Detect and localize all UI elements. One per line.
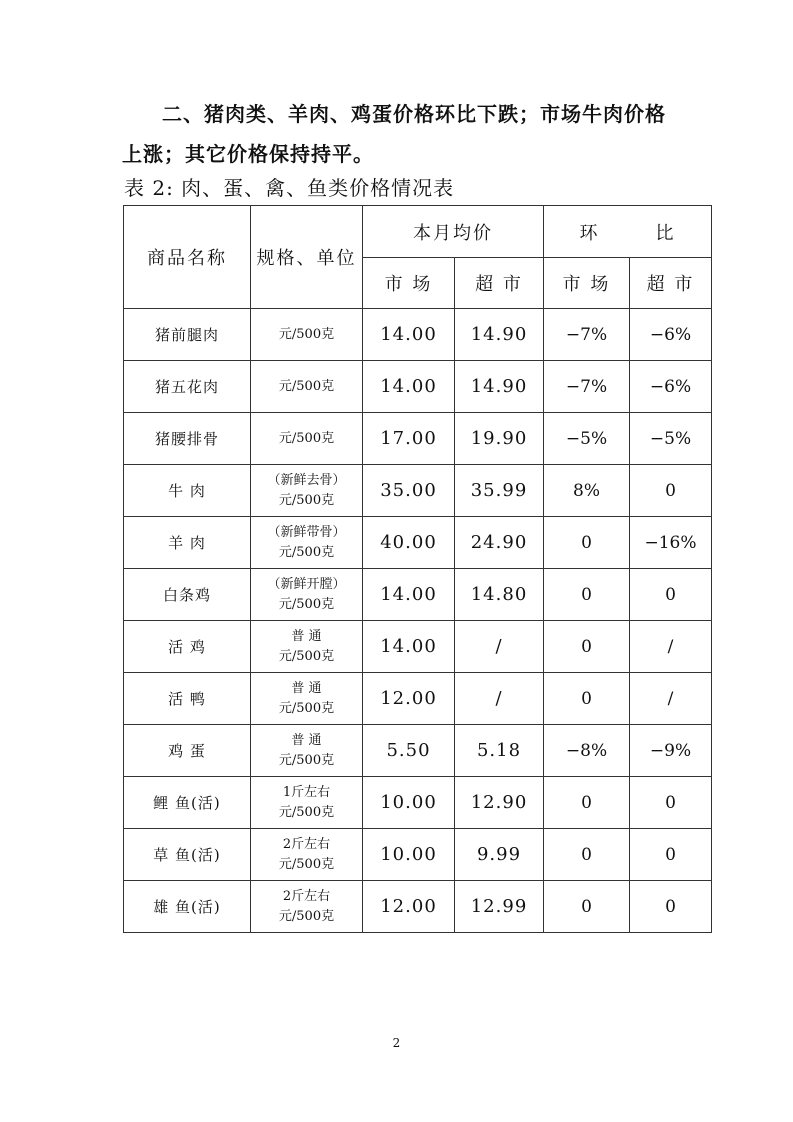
supermarket-price: 14.90 [455, 361, 544, 413]
market-price: 40.00 [363, 517, 455, 569]
header-market: 市 场 [363, 258, 455, 309]
product-name: 雄 鱼(活) [124, 881, 251, 933]
product-name: 鸡 蛋 [124, 725, 251, 777]
product-name: 白条鸡 [124, 569, 251, 621]
header-name: 商品名称 [124, 206, 251, 309]
mom-supermarket: 0 [630, 829, 712, 881]
spec-unit [251, 569, 363, 621]
spec-line-1: 元/500克 [278, 378, 335, 394]
mom-supermarket: −16% [630, 517, 712, 569]
spec-unit [251, 361, 363, 413]
mom-market: 0 [544, 621, 630, 673]
spec-line-2: 元/500克 [278, 596, 335, 612]
mom-market: 0 [544, 569, 630, 621]
supermarket-price: 12.99 [455, 881, 544, 933]
header-spec: 规格、单位 [251, 206, 363, 309]
supermarket-price: 35.99 [455, 465, 544, 517]
spec-line-1: 普 通 [291, 628, 322, 644]
spec-line-1: 2斤左右 [282, 836, 331, 852]
supermarket-price: 14.90 [455, 309, 544, 361]
mom-supermarket: −6% [630, 361, 712, 413]
spec-line-2: 元/500克 [278, 804, 335, 820]
supermarket-price: 14.80 [455, 569, 544, 621]
product-name: 猪五花肉 [124, 361, 251, 413]
header-supermarket: 超 市 [455, 258, 544, 309]
spec-unit [251, 517, 363, 569]
mom-supermarket: 0 [630, 881, 712, 933]
table-row [124, 673, 712, 725]
table-row [124, 517, 712, 569]
spec-line-1: （新鲜带骨） [267, 524, 346, 540]
supermarket-price: 9.99 [455, 829, 544, 881]
mom-supermarket: −9% [630, 725, 712, 777]
table-row [124, 829, 712, 881]
product-name: 活 鸡 [124, 621, 251, 673]
product-name: 猪前腿肉 [124, 309, 251, 361]
product-name: 鲤 鱼(活) [124, 777, 251, 829]
market-price: 14.00 [363, 309, 455, 361]
header-mom-supermarket: 超 市 [630, 258, 712, 309]
mom-supermarket: 0 [630, 569, 712, 621]
mom-market: −8% [544, 725, 630, 777]
spec-line-1: 1斤左右 [282, 784, 331, 800]
spec-unit [251, 881, 363, 933]
product-name: 活 鸭 [124, 673, 251, 725]
summary-paragraph: 二、猪肉类、羊肉、鸡蛋价格环比下跌；市场牛肉价格上涨；其它价格保持持平。 [122, 102, 666, 166]
spec-line-1: 普 通 [291, 680, 322, 696]
table-row [124, 309, 712, 361]
supermarket-price: / [455, 673, 544, 725]
spec-unit [251, 621, 363, 673]
table-row [124, 361, 712, 413]
table-row [124, 465, 712, 517]
spec-line-2: 元/500克 [278, 492, 335, 508]
supermarket-price: 12.90 [455, 777, 544, 829]
mom-market: 0 [544, 829, 630, 881]
table-row [124, 413, 712, 465]
market-price: 14.00 [363, 361, 455, 413]
header-mom-b: 比 [655, 222, 676, 244]
spec-unit [251, 309, 363, 361]
market-price: 14.00 [363, 621, 455, 673]
mom-supermarket: −5% [630, 413, 712, 465]
product-name: 牛 肉 [124, 465, 251, 517]
mom-supermarket: −6% [630, 309, 712, 361]
header-row-1 [124, 206, 712, 258]
product-name: 羊 肉 [124, 517, 251, 569]
spec-line-2: 元/500克 [278, 856, 335, 872]
spec-unit [251, 777, 363, 829]
spec-unit [251, 673, 363, 725]
product-name: 草 鱼(活) [124, 829, 251, 881]
mom-market: −5% [544, 413, 630, 465]
page-number: 2 [392, 1036, 401, 1050]
mom-market: 0 [544, 517, 630, 569]
spec-line-1: （新鲜去骨） [267, 472, 346, 488]
header-avg-price: 本月均价 [363, 206, 544, 258]
market-price: 12.00 [363, 673, 455, 725]
mom-market: 0 [544, 673, 630, 725]
header-mom-market: 市 场 [544, 258, 630, 309]
spec-unit [251, 829, 363, 881]
table-row [124, 725, 712, 777]
table-caption: 表 2: 肉、蛋、禽、鱼类价格情况表 [124, 176, 455, 200]
mom-supermarket: / [630, 673, 712, 725]
spec-line-2: 元/500克 [278, 648, 335, 664]
spec-line-2: 元/500克 [278, 908, 335, 924]
table-row [124, 621, 712, 673]
market-price: 5.50 [363, 725, 455, 777]
spec-unit [251, 725, 363, 777]
price-table [123, 205, 712, 933]
supermarket-price: 5.18 [455, 725, 544, 777]
spec-line-2: 元/500克 [278, 544, 335, 560]
mom-supermarket: 0 [630, 777, 712, 829]
spec-line-1: 2斤左右 [282, 888, 331, 904]
header-mom-a: 环 [579, 222, 600, 244]
supermarket-price: 19.90 [455, 413, 544, 465]
spec-unit [251, 465, 363, 517]
market-price: 10.00 [363, 777, 455, 829]
spec-line-1: 元/500克 [278, 430, 335, 446]
supermarket-price: 24.90 [455, 517, 544, 569]
market-price: 17.00 [363, 413, 455, 465]
market-price: 14.00 [363, 569, 455, 621]
mom-supermarket: / [630, 621, 712, 673]
spec-unit [251, 413, 363, 465]
market-price: 12.00 [363, 881, 455, 933]
table-row [124, 569, 712, 621]
spec-line-1: （新鲜开膛） [267, 576, 346, 592]
mom-market: 0 [544, 881, 630, 933]
spec-line-1: 元/500克 [278, 326, 335, 342]
market-price: 35.00 [363, 465, 455, 517]
supermarket-price: / [455, 621, 544, 673]
mom-market: 8% [544, 465, 630, 517]
spec-line-2: 元/500克 [278, 700, 335, 716]
spec-line-2: 元/500克 [278, 752, 335, 768]
table-row [124, 777, 712, 829]
table-body [124, 309, 712, 933]
market-price: 10.00 [363, 829, 455, 881]
mom-market: −7% [544, 361, 630, 413]
mom-supermarket: 0 [630, 465, 712, 517]
product-name: 猪腰排骨 [124, 413, 251, 465]
mom-market: 0 [544, 777, 630, 829]
header-mom [544, 206, 712, 258]
spec-line-1: 普 通 [291, 732, 322, 748]
mom-market: −7% [544, 309, 630, 361]
table-row [124, 881, 712, 933]
